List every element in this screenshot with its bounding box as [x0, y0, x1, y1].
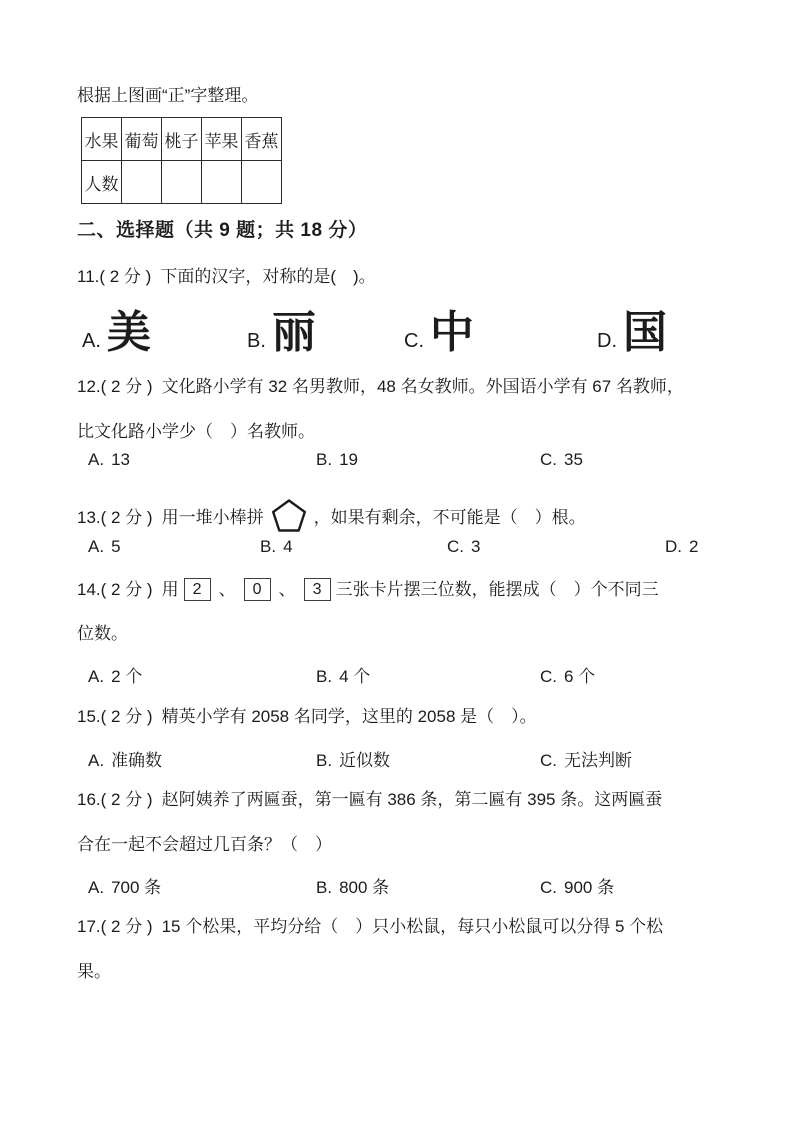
table-header-cell-grape: 葡萄 [122, 118, 162, 161]
fruit-tally-table [81, 117, 282, 204]
option-label: D. [665, 537, 682, 556]
q11-number: 11.( 2 分 ) [77, 267, 152, 286]
q17-number: 17.( 2 分 ) [77, 917, 153, 936]
q13-text [77, 497, 586, 541]
q14-option-a [88, 662, 142, 687]
q15-stem: 精英小学有 2058 名同学，这里的 2058 是（ ）。 [161, 707, 537, 726]
option-label: D. [597, 330, 617, 352]
option-char: 丽 [271, 308, 316, 357]
option-label: B. [316, 751, 333, 770]
pentagon-outline-icon [270, 497, 308, 541]
option-value: 900 条 [564, 878, 615, 897]
option-value: 35 [564, 450, 583, 469]
q14-stem-before: 用 [161, 580, 179, 599]
option-value: 近似数 [339, 751, 391, 770]
q16-number: 16.( 2 分 ) [77, 790, 153, 809]
digit-card-3: 3 [304, 578, 331, 601]
option-label: A. [88, 667, 105, 686]
option-char: 美 [106, 308, 151, 357]
q15-option-b [316, 746, 390, 771]
q12-option-c [540, 450, 583, 470]
q16-text-line1 [77, 788, 662, 811]
q12-number: 12.( 2 分 ) [77, 377, 153, 396]
option-value: 无法判断 [564, 751, 632, 770]
option-value: 6 个 [564, 667, 596, 686]
q13-number: 13.( 2 分 ) [77, 508, 153, 527]
option-value: 800 条 [339, 878, 390, 897]
q12-options [77, 450, 767, 474]
table-row-label-cell: 人数 [82, 161, 122, 204]
option-label: C. [540, 878, 557, 897]
option-label: C. [540, 450, 557, 469]
option-value: 4 [283, 537, 293, 556]
option-value: 5 [111, 537, 121, 556]
q14-option-b [316, 662, 370, 687]
q11-option-d [597, 296, 667, 360]
q13-option-d [665, 537, 698, 557]
option-value: 准确数 [111, 751, 163, 770]
q11-stem: 下面的汉字，对称的是( )。 [160, 267, 376, 286]
option-label: A. [88, 751, 105, 770]
q16-option-c [540, 873, 614, 898]
q16-options [77, 873, 767, 897]
q13-option-b [260, 537, 293, 557]
q13-option-a [88, 537, 121, 557]
option-value: 2 [689, 537, 699, 556]
q13-stem-after: ，如果有剩余，不可能是（ ）根。 [313, 508, 586, 527]
option-label: B. [316, 878, 333, 897]
table-data-row [82, 161, 282, 204]
table-empty-cell [202, 161, 242, 204]
option-label: B. [316, 667, 333, 686]
q15-options [77, 746, 767, 770]
q12-option-a [88, 450, 130, 470]
q15-number: 15.( 2 分 ) [77, 707, 153, 726]
card-separator: 、 [278, 580, 296, 599]
option-value: 3 [471, 537, 481, 556]
q14-number: 14.( 2 分 ) [77, 580, 153, 599]
option-char: 中 [430, 308, 474, 357]
table-empty-cell [242, 161, 282, 204]
digit-card-2: 2 [184, 578, 211, 601]
option-label: A. [82, 330, 101, 352]
q17-stem: 15 个松果，平均分给（ ）只小松鼠，每只小松鼠可以分得 5 个松 [161, 917, 664, 936]
table-header-cell-apple: 苹果 [202, 118, 242, 161]
section-title: 二、选择题（共 9 题；共 18 分） [77, 220, 368, 241]
option-value: 13 [111, 450, 130, 469]
option-value: 4 个 [339, 667, 371, 686]
card-separator: 、 [218, 580, 236, 599]
q15-text [77, 705, 537, 728]
option-value: 700 条 [111, 878, 162, 897]
option-label: C. [540, 667, 557, 686]
q12-text-line2: 比文化路小学少（ ）名教师。 [77, 422, 315, 441]
q14-options [77, 662, 767, 686]
table-header-cell-peach: 桃子 [162, 118, 202, 161]
table-header-cell-fruit: 水果 [82, 118, 122, 161]
q11-text [77, 265, 376, 288]
option-label: C. [447, 537, 464, 556]
q16-option-b [316, 873, 389, 898]
table-empty-cell [162, 161, 202, 204]
q13-options [77, 537, 767, 561]
digit-card-0: 0 [244, 578, 271, 601]
option-label: A. [88, 878, 105, 897]
table-header-cell-banana: 香蕉 [242, 118, 282, 161]
option-value: 2 个 [111, 667, 143, 686]
option-label: C. [540, 751, 557, 770]
intro-line: 根据上图画“正”字整理。 [77, 86, 259, 105]
q16-stem: 赵阿姨养了两匾蚕，第一匾有 386 条，第二匾有 395 条。这两匾蚕 [161, 790, 663, 809]
q14-option-c [540, 662, 595, 687]
option-label: A. [88, 450, 105, 469]
q11-option-b [247, 296, 316, 360]
option-label: B. [316, 450, 333, 469]
q11-option-a [82, 296, 151, 360]
option-label: B. [247, 330, 266, 352]
option-value: 19 [339, 450, 358, 469]
q12-text-line1 [77, 375, 684, 398]
q13-option-c [447, 537, 480, 557]
q11-options [77, 296, 767, 357]
q12-option-b [316, 450, 358, 470]
option-label: C. [404, 330, 424, 352]
q11-option-c [404, 296, 474, 360]
option-label: B. [260, 537, 277, 556]
q12-stem: 文化路小学有 32 名男教师，48 名女教师。外国语小学有 67 名教师， [161, 377, 684, 396]
q16-option-a [88, 873, 161, 898]
table-empty-cell [122, 161, 162, 204]
q15-option-c [540, 746, 632, 771]
q17-text-line1 [77, 915, 663, 938]
q16-text-line2: 合在一起不会超过几百条？（ ） [77, 835, 332, 854]
q14-text-line2: 位数。 [77, 624, 128, 643]
option-char: 国 [623, 308, 667, 357]
q17-text-line2: 果。 [77, 962, 111, 981]
option-label: A. [88, 537, 105, 556]
q14-text-line1 [77, 578, 659, 601]
table-header-row [82, 118, 282, 161]
q15-option-a [88, 746, 162, 771]
q14-stem-after: 三张卡片摆三位数，能摆成（ ）个不同三 [335, 580, 659, 599]
q13-stem-before: 用一堆小棒拼 [161, 508, 264, 527]
